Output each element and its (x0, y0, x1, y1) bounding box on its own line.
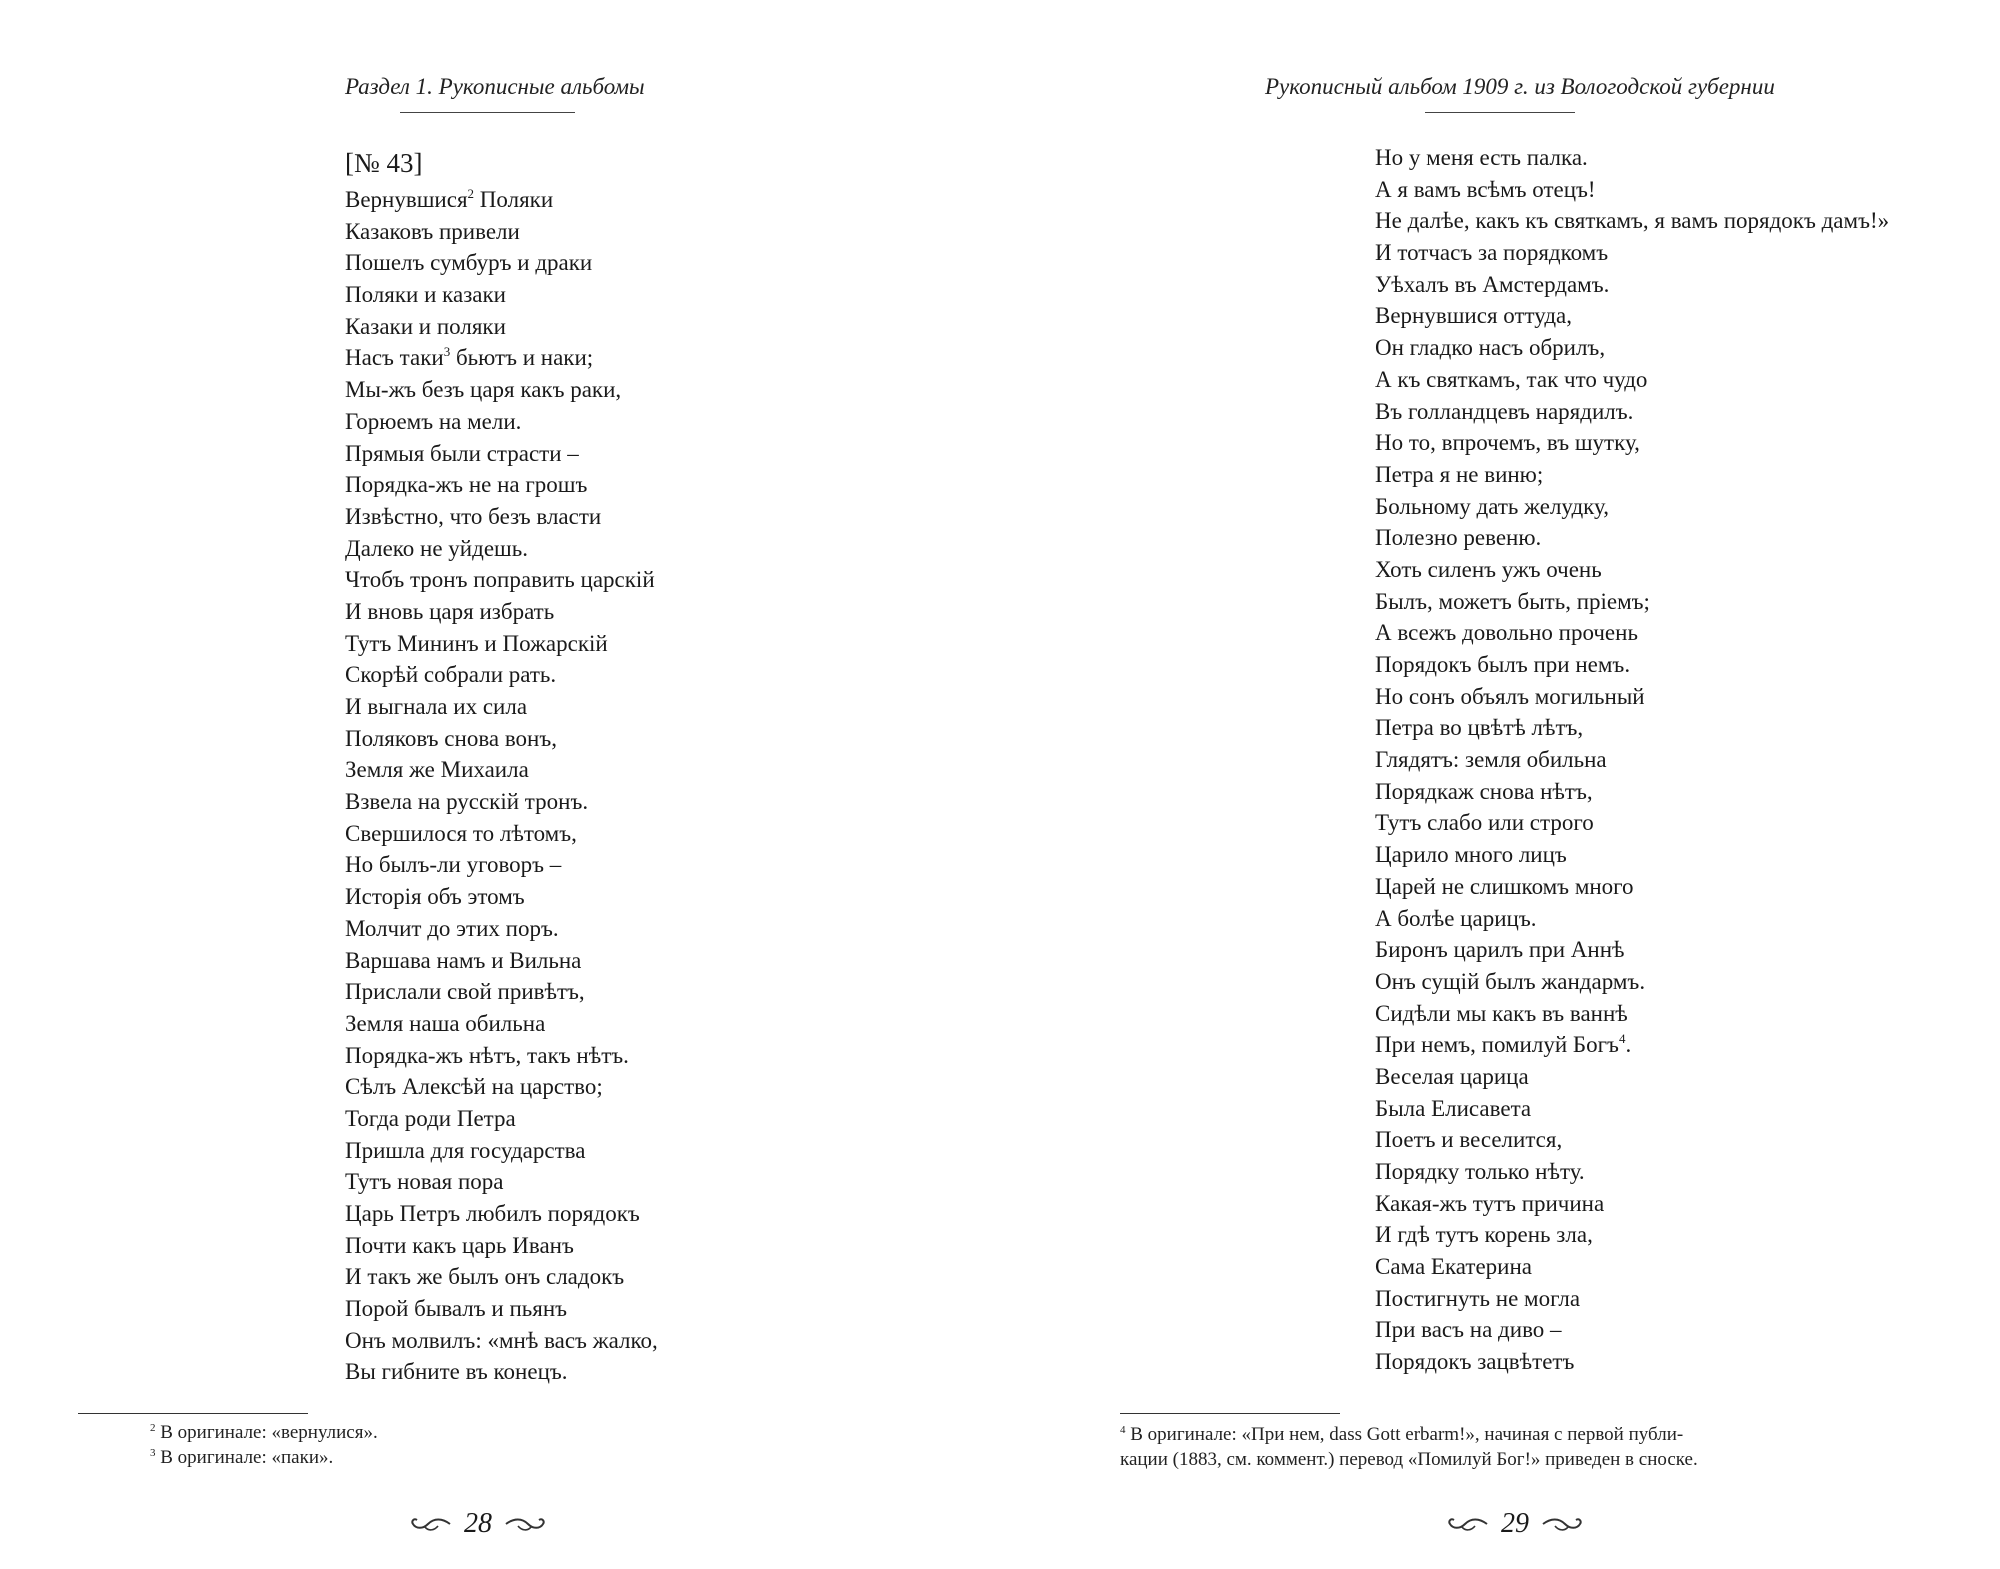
footnote-mark: 2 (467, 186, 475, 201)
poem-line: Прислали свой привѣтъ, (345, 979, 585, 1005)
poem-line: Полезно ревеню. (1375, 525, 1542, 551)
poem-line: А къ святкамъ, так что чудо (1375, 366, 1648, 392)
poem-line: Но былъ-ли уговоръ – (345, 852, 562, 878)
poem-line: Чтобъ тронъ поправить царскій (345, 567, 655, 593)
footnotes (1120, 1422, 1950, 1472)
running-header: Раздел 1. Рукописные альбомы (345, 74, 645, 99)
poem-line: И тотчасъ за порядкомъ (1375, 240, 1609, 266)
poem-line: Тутъ слабо или строго (1375, 810, 1594, 836)
page-number (408, 1508, 548, 1540)
poem-line: Уѣхалъ въ Амстердамъ. (1375, 271, 1610, 297)
poem-line: Порядокъ зацвѣтетъ (1375, 1349, 1575, 1375)
ornament-right-icon (1541, 1514, 1585, 1534)
page-number-text: 29 (1501, 1508, 1529, 1539)
running-header: Рукописный альбом 1909 г. из Вологодской губернии (1265, 74, 1775, 99)
poem-line: Скорѣй собрали рать. (345, 662, 557, 688)
poem-line: Петра я не виню; (1375, 461, 1544, 487)
poem-line: Петра во цвѣтѣ лѣтъ, (1375, 715, 1584, 741)
poem-line: Хоть силенъ ужъ очень (1375, 556, 1602, 582)
poem-line: А я вамъ всѣмъ отецъ! (1375, 176, 1596, 202)
poem-line: Порядкаж снова нѣтъ, (1375, 778, 1593, 804)
footnotes (150, 1420, 378, 1470)
poem-line: Взвела на русскій тронъ. (345, 789, 589, 815)
poem-line: Тутъ Мининъ и Пожарскій (345, 630, 608, 656)
poem-line: Больному дать желудку, (1375, 493, 1609, 519)
footnote-mark: 3 (443, 344, 451, 360)
poem-line: Он гладко насъ обрилъ, (1375, 335, 1606, 361)
poem-line: Царь Петръ любилъ порядокъ (345, 1201, 640, 1226)
poem-line: Онъ сущій былъ жандармъ. (1375, 968, 1646, 994)
poem-line: Какая-жъ тутъ причина (1375, 1190, 1605, 1216)
poem-line: Царей не слишкомъ много (1375, 873, 1634, 899)
poem-line: Почти какъ царь Иванъ (345, 1232, 574, 1258)
poem-line: Но то, впрочемъ, въ шутку, (1375, 430, 1640, 456)
poem-line: Сама Екатерина (1375, 1254, 1532, 1280)
poem-line: А всежъ довольно прочень (1375, 620, 1638, 646)
poem-line: Тогда роди Петра (345, 1105, 516, 1131)
poem-line: Не далѣе, какъ къ святкамъ, я вамъ порядокъ дамъ!» (1375, 208, 1890, 234)
poem-line: Мы-жъ безъ царя какъ раки, (345, 377, 622, 403)
poem-line: Порядка-жъ не на грошъ (345, 472, 588, 498)
poem-line: Прямыя были страсти – (345, 440, 579, 466)
page-number-text: 28 (464, 1508, 492, 1539)
poem-line: Но сонъ объялъ могильный (1375, 683, 1645, 709)
poem-line: Но у меня есть палка. (1375, 145, 1588, 170)
poem-line: И выгнала их сила (345, 694, 528, 719)
poem-line: Вернувшися$^2$ Поляки (345, 186, 554, 212)
poem-line: Въ голландцевъ нарядилъ. (1375, 398, 1634, 424)
poem-line: Пришла для государства (345, 1137, 586, 1163)
poem-line: Насъ таки$^3$ бьютъ и наки; (345, 344, 594, 371)
poem-line: Порядка-жъ нѣтъ, такъ нѣтъ. (345, 1042, 629, 1068)
poem-text (1375, 142, 1889, 1378)
poem-line: Порой бывалъ и пьянъ (345, 1296, 568, 1322)
poem-line: Свершилося то лѣтомъ, (345, 820, 577, 846)
footnote: $^4$ В оригинале: «При нем, dass Gott erbarm!», начиная с первой публи- (1120, 1424, 1684, 1445)
poem-line: И такъ же былъ онъ сладокъ (345, 1264, 625, 1290)
poem-line: Поетъ и веселится, (1375, 1127, 1563, 1153)
poem-line: Казаковъ привели (345, 218, 520, 244)
poem-line: Казаки и поляки (345, 313, 506, 339)
poem-line: При немъ, помилуй Богъ$^4$. (1375, 1031, 1632, 1058)
poem-line: Порядокъ былъ при немъ. (1375, 652, 1631, 677)
footnote-rule (1120, 1413, 1340, 1414)
poem-line: И гдѣ тутъ корень зла, (1375, 1222, 1593, 1248)
poem-line: Порядку только нѣту. (1375, 1159, 1585, 1184)
poem-line: Онъ молвилъ: «мнѣ васъ жалко, (345, 1327, 658, 1353)
poem-number: [№ 43] (345, 148, 423, 178)
poem-line: А болѣе царицъ. (1375, 905, 1537, 931)
poem-line: Варшава намъ и Вильна (345, 947, 582, 973)
footnote: $^2$ В оригинале: «вернулися». (150, 1422, 378, 1443)
poem-line: И вновь царя избрать (345, 598, 555, 624)
poem-line: Сидѣли мы какъ въ ваннѣ (1375, 1000, 1628, 1026)
page-number (1445, 1508, 1585, 1540)
poem-line: Горюемъ на мели. (345, 408, 522, 434)
ornament-left-icon (408, 1514, 452, 1534)
poem-line: Тутъ новая пора (345, 1169, 504, 1195)
poem-text (345, 142, 658, 1388)
footnote: $^3$ В оригинале: «паки». (150, 1447, 334, 1468)
header-rule (400, 112, 575, 113)
poem-line: Земля же Михаила (345, 757, 529, 783)
poem-line: Веселая царица (1375, 1063, 1529, 1089)
poem-line: Была Елисавета (1375, 1095, 1532, 1121)
poem-line: Поляки и казаки (345, 282, 506, 308)
footnote-mark: 3 (150, 1447, 156, 1459)
ornament-right-icon (504, 1514, 548, 1534)
poem-line: Вернувшися оттуда, (1375, 303, 1572, 329)
poem-line: Постигнуть не могла (1375, 1285, 1581, 1311)
poem-line: Извѣстно, что безъ власти (345, 503, 602, 529)
poem-line: Поляковъ снова вонъ, (345, 725, 557, 751)
poem-line: Былъ, можетъ быть, пріемъ; (1375, 588, 1650, 614)
poem-line: Далеко не уйдешь. (345, 535, 528, 561)
footnote-rule (78, 1413, 308, 1414)
poem-line: Молчит до этих поръ. (345, 915, 559, 941)
footnote-mark: 4 (1120, 1424, 1126, 1436)
ornament-left-icon (1445, 1514, 1489, 1534)
poem-line: При васъ на диво – (1375, 1317, 1562, 1343)
footnote: кации (1883, см. коммент.) перевод «Помилуй Бог!» приведен в сноске. (1120, 1449, 1698, 1470)
poem-line: Биронъ царилъ при Аннѣ (1375, 937, 1625, 963)
footnote-mark: 2 (150, 1422, 156, 1434)
poem-line: Земля наша обильна (345, 1010, 546, 1036)
right-page (1000, 0, 2000, 1569)
poem-line: Глядятъ: земля обильна (1375, 747, 1607, 773)
footnote-mark: 4 (1618, 1031, 1626, 1047)
poem-line: Исторія объ этомъ (345, 884, 525, 910)
poem-line: Пошелъ сумбуръ и драки (345, 250, 593, 276)
header-rule (1425, 112, 1575, 113)
poem-line: Царило много лицъ (1375, 842, 1567, 868)
poem-line: Вы гибните въ конецъ. (345, 1359, 568, 1385)
poem-line: Сѣлъ Алексѣй на царство; (345, 1074, 603, 1100)
